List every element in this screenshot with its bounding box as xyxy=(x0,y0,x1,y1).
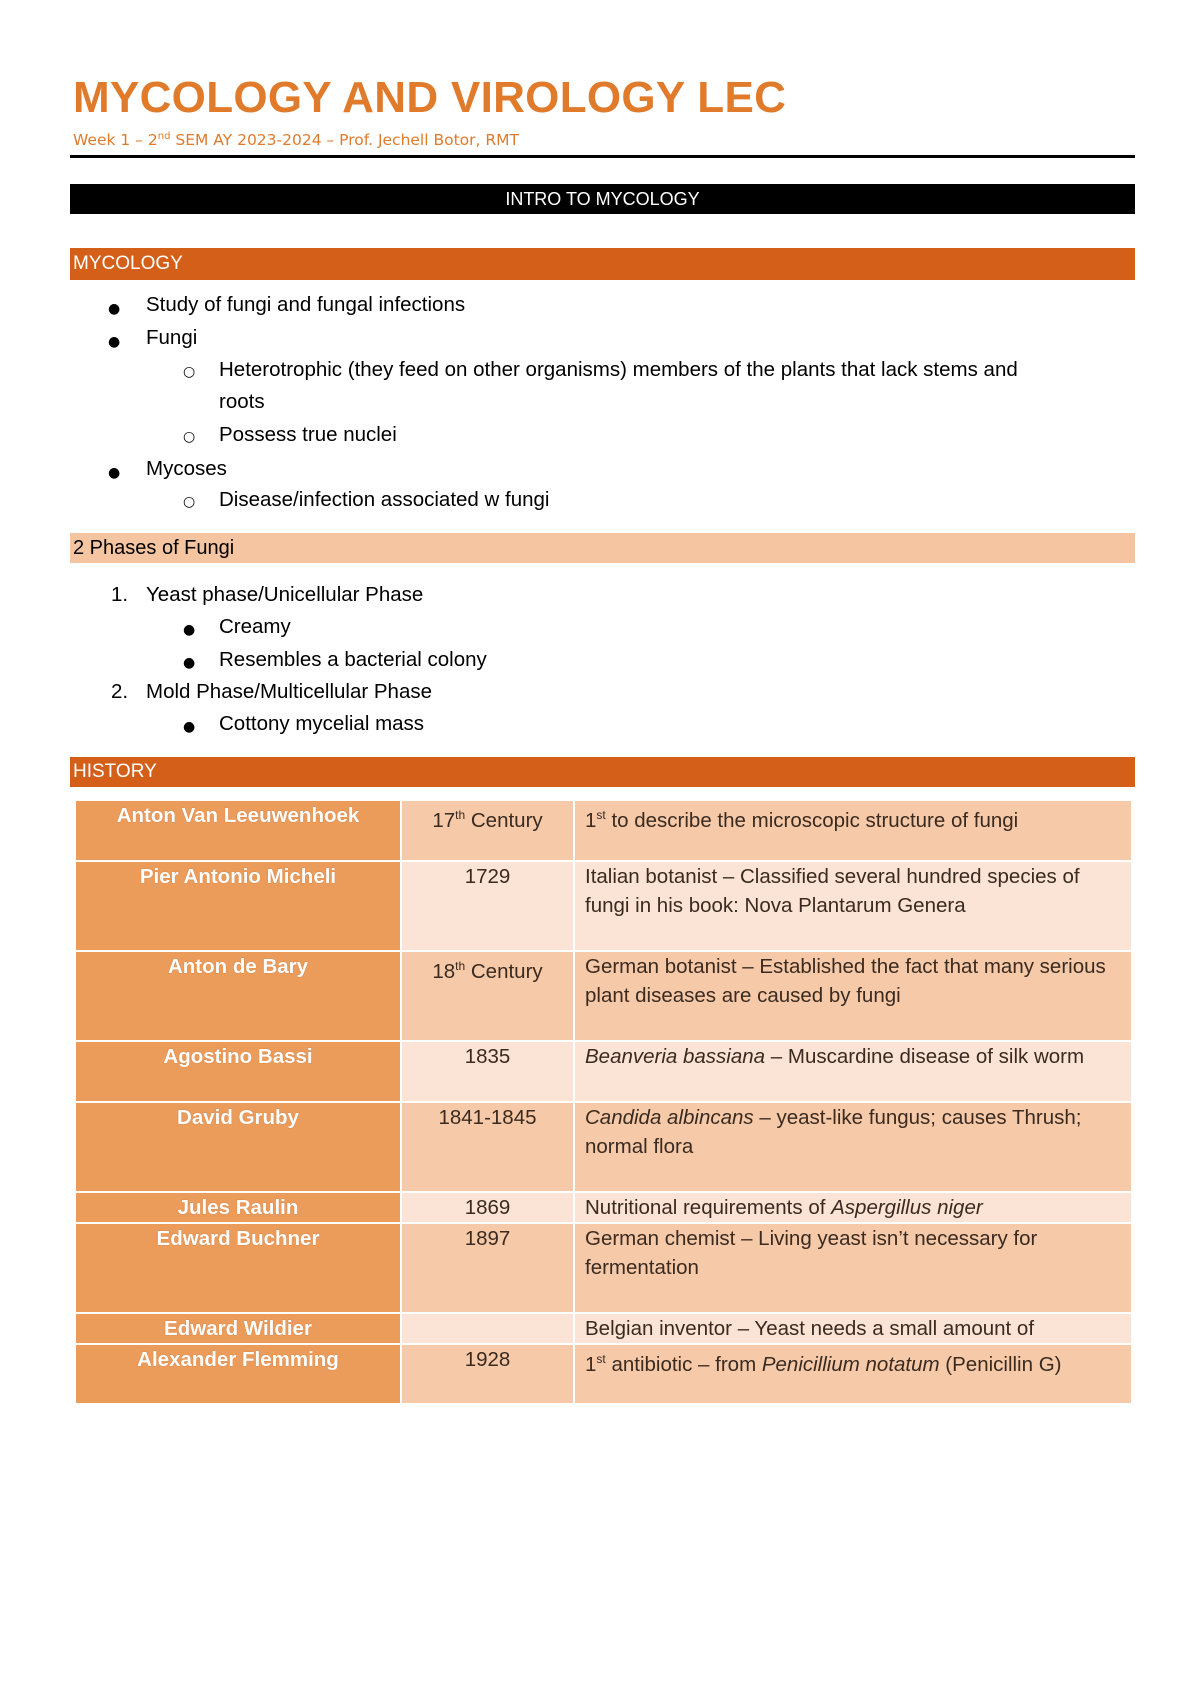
list-item: Possess true nuclei xyxy=(219,423,397,446)
bullet-dot-icon: ● xyxy=(183,622,196,638)
history-name: David Gruby xyxy=(75,1102,401,1192)
list-number: 2. xyxy=(111,680,129,703)
history-year xyxy=(401,1313,574,1344)
table-row xyxy=(75,1192,1132,1223)
list-number: 1. xyxy=(111,583,129,606)
list-item: Creamy xyxy=(219,615,291,638)
history-year: 17th Century xyxy=(401,800,574,861)
document-subtitle xyxy=(73,131,519,149)
history-name: Pier Antonio Micheli xyxy=(75,861,401,951)
history-name: Agostino Bassi xyxy=(75,1041,401,1102)
list-item: Resembles a bacterial colony xyxy=(219,648,487,671)
history-description: 1st to describe the microscopic structure of fungi xyxy=(574,800,1132,861)
history-name: Edward Wildier xyxy=(75,1313,401,1344)
history-table xyxy=(74,799,1133,1405)
list-item: Mycoses xyxy=(146,457,227,480)
bullet-dot-icon: ● xyxy=(183,719,196,735)
section-heading-history: HISTORY xyxy=(70,757,1135,787)
history-name: Jules Raulin xyxy=(75,1192,401,1223)
table-row xyxy=(75,1041,1132,1102)
bullet-circle-icon: ○ xyxy=(183,364,196,380)
list-item: Yeast phase/Unicellular Phase xyxy=(146,583,424,606)
history-year: 1869 xyxy=(401,1192,574,1223)
history-year: 1841-1845 xyxy=(401,1102,574,1192)
history-description: Beanveria bassiana – Muscardine disease of silk worm xyxy=(574,1041,1132,1102)
document-title: MYCOLOGY AND VIROLOGY LEC xyxy=(73,73,787,122)
history-description: 1st antibiotic – from Penicillium notatum (Penicillin G) xyxy=(574,1344,1132,1404)
history-year: 1897 xyxy=(401,1223,574,1313)
list-item: Cottony mycelial mass xyxy=(219,712,425,735)
table-row xyxy=(75,800,1132,861)
bullet-dot-icon: ● xyxy=(108,301,121,317)
history-description: German chemist – Living yeast isn’t necessary for fermentation xyxy=(574,1223,1132,1313)
table-row xyxy=(75,1313,1132,1344)
history-description: German botanist – Established the fact that many serious plant diseases are caused by fungi xyxy=(574,951,1132,1041)
list-item: Study of fungi and fungal infections xyxy=(146,293,466,316)
subtitle-sup: nd xyxy=(157,131,171,142)
table-row xyxy=(75,1223,1132,1313)
table-row xyxy=(75,861,1132,951)
list-item: Fungi xyxy=(146,326,198,349)
table-row xyxy=(75,1102,1132,1192)
header-rule xyxy=(70,155,1135,158)
list-item: Mold Phase/Multicellular Phase xyxy=(146,680,432,703)
history-name: Alexander Flemming xyxy=(75,1344,401,1404)
bullet-dot-icon: ● xyxy=(108,465,121,481)
banner-intro: INTRO TO MYCOLOGY xyxy=(70,184,1135,214)
history-year: 1928 xyxy=(401,1344,574,1404)
history-description: Italian botanist – Classified several hundred species of fungi in his book: Nova Plantarum Genera xyxy=(574,861,1132,951)
history-description: Candida albincans – yeast-like fungus; causes Thrush; normal flora xyxy=(574,1102,1132,1192)
list-item: Heterotrophic (they feed on other organisms) members of the plants that lack stems and xyxy=(219,358,1018,381)
table-row xyxy=(75,951,1132,1041)
subtitle-suffix: SEM AY 2023-2024 – Prof. Jechell Botor, RMT xyxy=(170,131,519,150)
history-name: Edward Buchner xyxy=(75,1223,401,1313)
list-item-continuation: roots xyxy=(219,390,265,413)
history-name: Anton de Bary xyxy=(75,951,401,1041)
list-item: Disease/infection associated w fungi xyxy=(219,488,550,511)
bullet-dot-icon: ● xyxy=(183,655,196,671)
table-row xyxy=(75,1344,1132,1404)
subtitle-prefix: Week 1 – 2 xyxy=(73,131,158,150)
bullet-circle-icon: ○ xyxy=(183,494,196,510)
history-year: 1835 xyxy=(401,1041,574,1102)
bullet-circle-icon: ○ xyxy=(183,429,196,445)
section-heading-phases: 2 Phases of Fungi xyxy=(70,533,1135,563)
section-heading-mycology: MYCOLOGY xyxy=(70,248,1135,280)
history-description: Belgian inventor – Yeast needs a small amount of xyxy=(574,1313,1132,1344)
history-name: Anton Van Leeuwenhoek xyxy=(75,800,401,861)
history-year: 18th Century xyxy=(401,951,574,1041)
history-description: Nutritional requirements of Aspergillus niger xyxy=(574,1192,1132,1223)
history-year: 1729 xyxy=(401,861,574,951)
bullet-dot-icon: ● xyxy=(108,334,121,350)
